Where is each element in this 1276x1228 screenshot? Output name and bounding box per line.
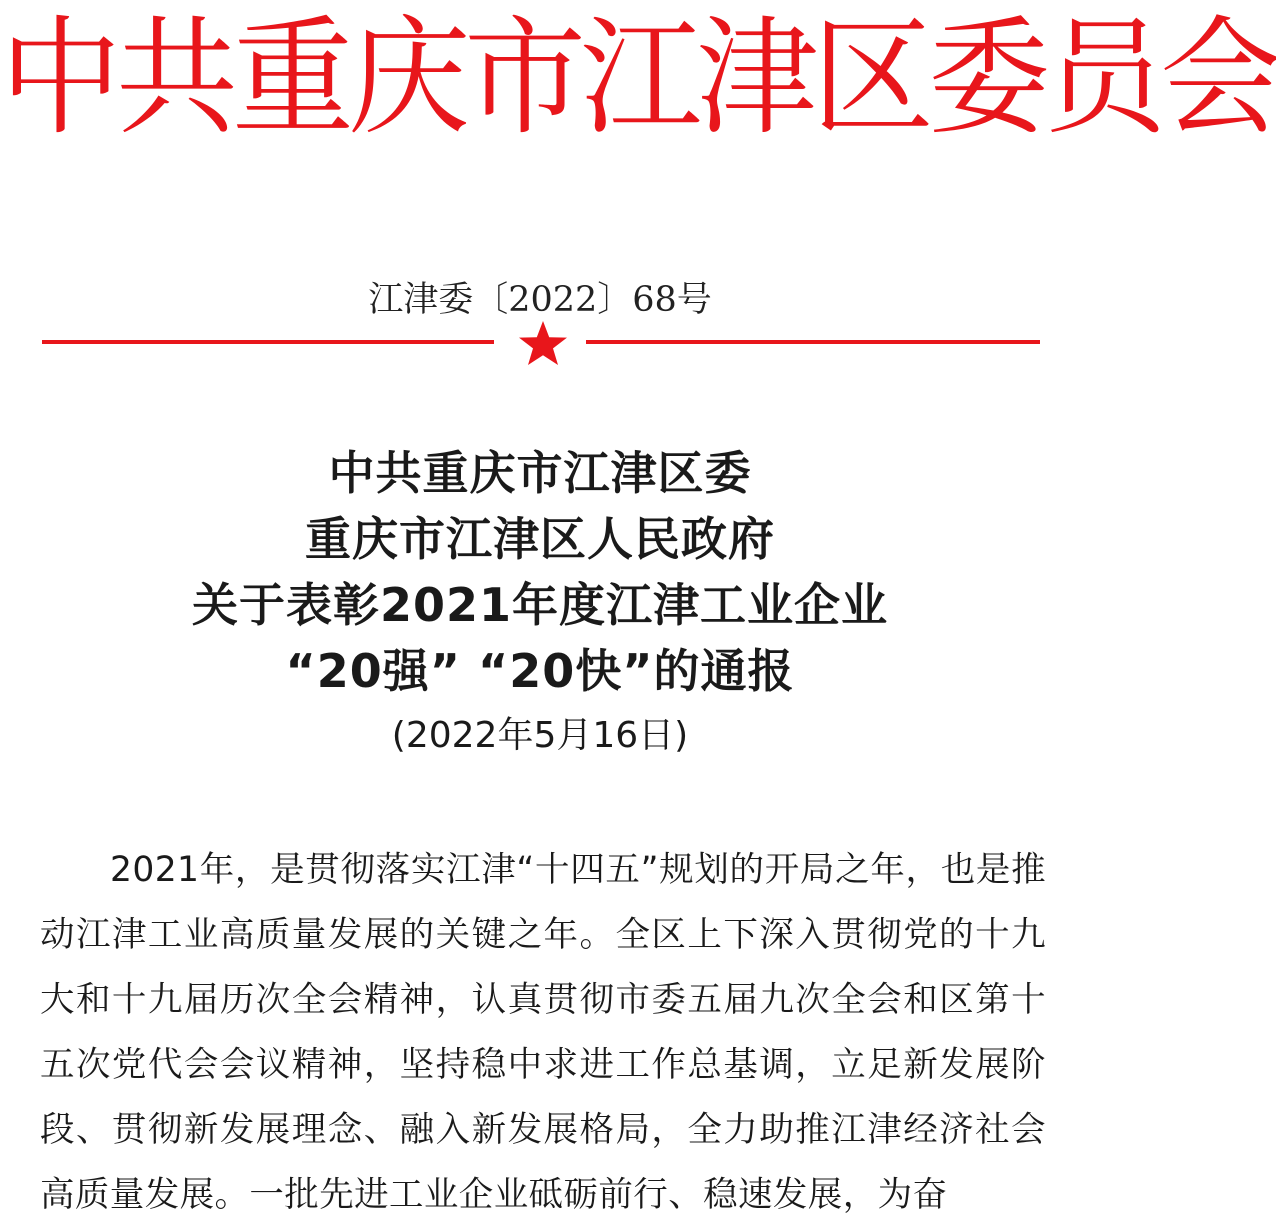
- masthead-title: 中共重庆市江津区委员会: [0, 3, 1276, 153]
- title-line-4: “20强” “20快”的通报: [285, 644, 795, 698]
- document-number: 江津委〔2022〕68号: [368, 280, 712, 320]
- document-date: (2022年5月16日): [391, 715, 689, 756]
- red-divider-right: [586, 340, 1040, 344]
- star-icon: [517, 320, 569, 366]
- title-line-3: 关于表彰2021年度江津工业企业: [191, 578, 889, 632]
- red-divider-left: [42, 340, 494, 344]
- document-title: [0, 440, 1080, 764]
- title-line-2: 重庆市江津区人民政府: [305, 512, 775, 566]
- body-paragraph: 2021年，是贯彻落实江津“十四五”规划的开局之年，也是推动江津工业高质量发展的关键之年。全区上下深入贯彻党的十九大和十九届历次全会精神，认真贯彻市委五届九次全会和区第十五次党代会会议精神，坚持稳中求进工作总基调，立足新发展阶段、贯彻新发展理念、融入新发展格局，全力助推江津经济社会高质量发展。一批先进工业企业砥砺前行、稳速发展，为奋: [40, 850, 1046, 1215]
- title-line-1: 中共重庆市江津区委: [328, 446, 752, 500]
